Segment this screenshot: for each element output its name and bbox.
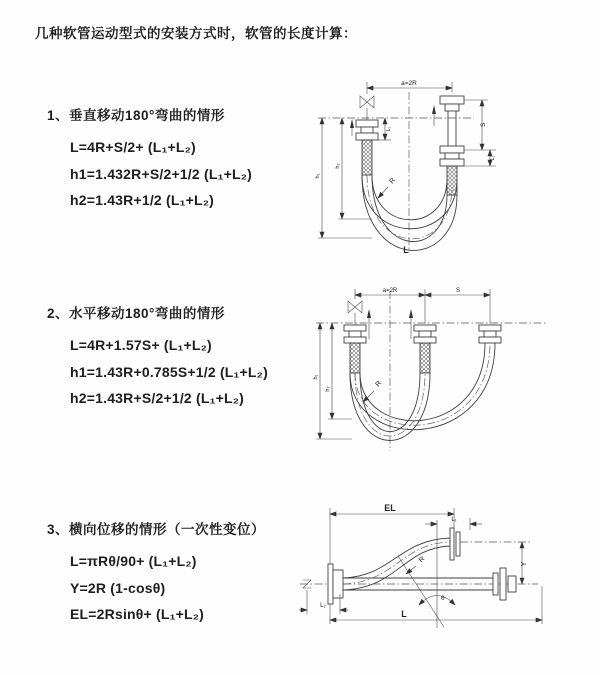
section-3-formulas [70, 548, 265, 628]
y-label: Y [521, 561, 528, 567]
radius-callout [378, 177, 397, 198]
h1-label: h₁ [313, 374, 319, 380]
formula-length: L=4R+1.57S+ (L₁+L₂) [70, 337, 212, 353]
left-pipe-flange [356, 120, 378, 175]
diagram-vertical-180-bend [312, 76, 562, 256]
page-title: 几种软管运动型式的安装方式时，软管的长度计算： [35, 26, 357, 41]
section-1 [47, 107, 252, 214]
section-1-heading: 1、垂直移动180°弯曲的情形 [47, 108, 225, 123]
s-label: S [455, 288, 461, 294]
el-label: EL [384, 503, 396, 513]
l1-left-label: L₁ [386, 126, 392, 132]
section-2-heading: 2、水平移动180°弯曲的情形 [47, 306, 225, 321]
formula-h1: h1=1.43R+0.785S+1/2 (L₁+L₂) [70, 363, 268, 380]
l2-label: L₂ [320, 603, 326, 609]
theta-label: θ [441, 595, 445, 602]
radius-label: R [374, 379, 384, 389]
radius-callout [406, 556, 426, 574]
diagram-lateral-displacement [298, 498, 563, 648]
dimension-l1-left [378, 118, 392, 140]
section-1-formulas [70, 134, 252, 214]
formula-el: EL=2Rsinθ+ (L₁+L₂) [70, 606, 205, 622]
diagram-horizontal-180-bend [312, 281, 562, 466]
formula-h2: h2=1.43R+1/2 (L₁+L₂) [70, 192, 215, 208]
middle-pipe-flange [414, 325, 436, 373]
formula-y: Y=2R (1-cosθ) [70, 579, 166, 596]
formula-length: L=πRθ/90+ (L₁+L₂) [70, 553, 197, 569]
radius-label: R [388, 176, 398, 186]
movement-arrow-up-left [350, 119, 354, 136]
l1-right-label: L₁ [490, 155, 496, 161]
movement-arrow-middle [409, 309, 413, 339]
radius-callout [363, 380, 383, 402]
movement-arrow-up-right [432, 105, 436, 126]
right-pipe-flange [440, 96, 464, 195]
a2r-label: a=2R [401, 80, 417, 87]
length-label: L [403, 245, 409, 255]
valve-icon [360, 96, 374, 120]
movement-arrow-left [367, 309, 371, 339]
dimension-a2r [367, 80, 452, 94]
section-2-formulas [70, 332, 268, 412]
a2r-label: a=2R [382, 288, 398, 294]
h1-label: h₁ [315, 173, 321, 179]
formula-length: L=4R+S/2+ (L₁+L₂) [70, 139, 196, 155]
lower-right-flange [493, 568, 516, 600]
braided-hose-section [362, 140, 372, 175]
right-pipe-flange [479, 325, 501, 343]
length-label: L [401, 609, 407, 619]
left-pipe-flange [344, 325, 366, 373]
hose-s-curve [343, 538, 450, 590]
h2-label: h₂ [335, 163, 341, 169]
section-3 [47, 521, 265, 628]
radius-label: R [417, 555, 427, 565]
braided-hose-section [350, 343, 360, 373]
section-3-heading: 3、横向位移的情形（一次性变位） [47, 522, 266, 537]
upper-right-flange [450, 528, 460, 560]
section-2 [47, 305, 268, 412]
l1-label: L₁ [451, 517, 457, 523]
dimension-el [330, 503, 457, 564]
dimension-y [521, 542, 528, 584]
s-label: S [480, 122, 487, 128]
braided-hose-section [447, 166, 457, 195]
left-flange [328, 564, 343, 604]
dimension-s [458, 100, 496, 166]
formula-h2: h2=1.43R+S/2+1/2 (L₁+L₂) [70, 390, 245, 406]
hose-curves [362, 175, 457, 250]
h2-label: h₂ [325, 386, 331, 392]
braided-hose-section [420, 343, 430, 373]
dimension-a2r [355, 288, 490, 323]
formula-h1: h1=1.432R+S/2+1/2 (L₁+L₂) [70, 165, 252, 182]
valve-icon [348, 301, 362, 325]
